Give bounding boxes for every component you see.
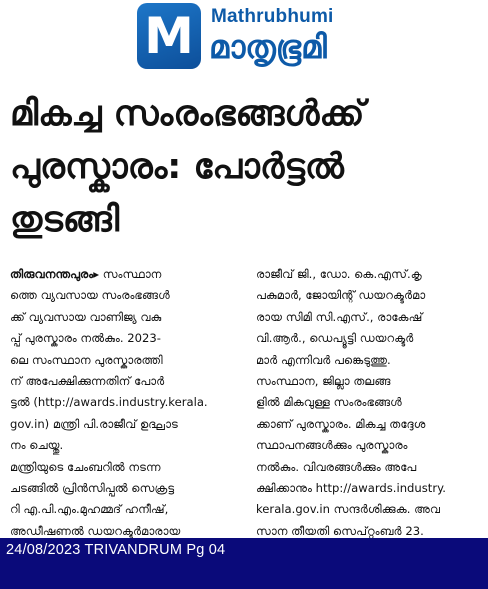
article-line: നൽകും. വിവരങ്ങൾക്കും അപേ	[256, 459, 417, 474]
masthead	[0, 0, 488, 84]
article-line: നം ചെയ്തു.	[10, 438, 64, 453]
article-line: ന് അപേക്ഷിക്കുന്നതിന് പോർ	[10, 374, 165, 389]
headline	[10, 88, 480, 247]
dateline: തിരുവനന്തപുരം	[10, 267, 94, 281]
article-line: രാജീവ് ജി., ഡോ. കെ.എസ്.കൃ	[256, 267, 422, 281]
article-line: വി.ആർ., ഡെപ്യൂട്ടി ഡയറക്ടർ	[256, 331, 414, 346]
article-line: gov.in) മന്ത്രി പി.രാജീവ് ഉദ്ഘാട	[10, 416, 178, 431]
article-line: സാന തീയതി സെപ്റ്റംബർ 23.	[256, 523, 424, 538]
article-line: പകുമാർ, ജോയിന്റ് ഡയറക്ടർമാ	[256, 288, 426, 303]
edition-info: 24/08/2023 TRIVANDRUM Pg 04	[6, 542, 226, 558]
article-line: ട്ടൽ (http://awards.industry.kerala.	[10, 395, 208, 410]
headline-line: മികച്ച സംരംഭങ്ങൾക്ക്	[10, 94, 365, 134]
dateline-marker-icon: ▸	[93, 267, 100, 281]
article-line: ചടങ്ങിൽ പ്രിൻസിപ്പൽ സെക്രട്ട	[10, 481, 175, 496]
article-line: അഡീഷണൽ ഡയറക്ടർമാരായ	[10, 523, 181, 538]
article-line: സ്ഥാപനങ്ങൾക്കും പുരസ്കാരം	[256, 438, 408, 453]
article-column-left	[10, 264, 234, 542]
article-column-right	[256, 264, 480, 542]
article-text: സംസ്ഥാന	[99, 267, 162, 281]
article-line: രായ സിമി സി.എസ്., രാകേഷ്	[256, 309, 423, 324]
headline-line: പുരസ്കാരം: പോർട്ടൽ	[10, 147, 344, 187]
article-line: റി എ.പി.എം.മുഹമ്മദ് ഹനീഷ്,	[10, 502, 169, 517]
article-line: ക്ഷിക്കാനും http://awards.industry.	[256, 481, 446, 496]
article-line: പ്പ് പുരസ്കാരം നൽകും. 2023-	[10, 331, 161, 346]
article-line: സംസ്ഥാന, ജില്ലാ തലങ്ങ	[256, 374, 391, 389]
article-line: ലെ സംസ്ഥാന പുരസ്കാരത്തി	[10, 352, 163, 367]
mathrubhumi-logo-icon: M	[137, 3, 201, 69]
article-line: ക്ക് വ്യവസായ വാണിജ്യ വകു	[10, 309, 162, 324]
article-line: kerala.gov.in സന്ദർശിക്കുക. അവ	[256, 502, 441, 517]
article-line: ക്കാണ് പുരസ്കാരം. മികച്ച തദ്ദേശ	[256, 416, 426, 431]
brand-name-english: Mathrubhumi	[211, 6, 334, 27]
article-line	[10, 264, 234, 285]
headline-line: തുടങ്ങി	[10, 200, 120, 240]
footer-bar	[0, 538, 488, 589]
article-line: ളിൽ മികവുള്ള സംരംഭങ്ങൾ	[256, 395, 402, 410]
article-line: മാർ എന്നിവർ പങ്കെടുത്തു.	[256, 352, 391, 367]
article-line: മന്ത്രിയുടെ ചേംബറിൽ നടന്ന	[10, 459, 161, 474]
brand-name-malayalam: മാതൃഭൂമി	[209, 28, 327, 66]
article-line: ത്തെ വ്യവസായ സംരംഭങ്ങൾ	[10, 288, 170, 303]
